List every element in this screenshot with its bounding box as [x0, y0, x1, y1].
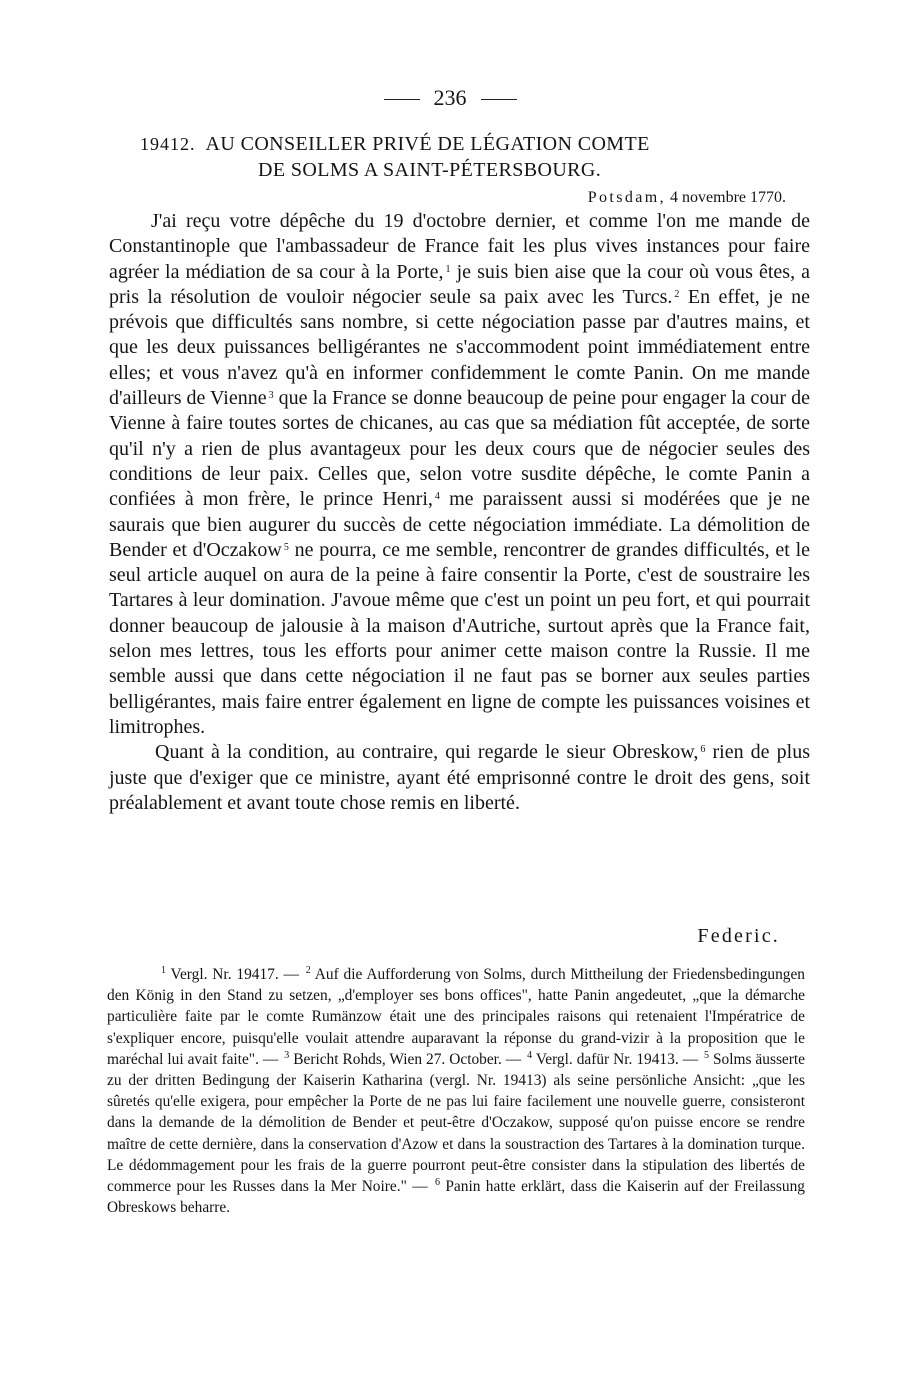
footnote-text-2: Auf die Aufforderung von Solms, durch Mittheilung der Friedensbedingungen den König in den Stand zu setzen, „d'employer ses bons offices", hatte Panin angedeutet, „que la démarche particulière faite par le comte Rumänzow était une des principales raisons qui retenaient l'Impératrice de s'expliquer encore, puisqu'elle voulait attendre auparavant la réponse du grand-vizir à la proposition que le maréchal lui avait faite". —	[107, 966, 805, 1068]
page-number	[0, 84, 900, 112]
heading-line-2: DE SOLMS A SAINT-PÉTERSBOURG.	[258, 159, 602, 181]
footnote-mark-6: 6	[435, 1177, 440, 1189]
body-text: J'ai reçu votre dépêche du 19 d'octobre dernier, et comme l'on me mande de Constantinople que l'ambassadeur de France fait les plus vives instances pour faire agréer la médiation de sa cour à la Porte,	[109, 210, 810, 283]
footnote-ref-2: 2	[674, 288, 680, 300]
page-number-text: 236	[433, 85, 467, 110]
body-text: En effet, je ne prévois que difficultés sans nombre, si cette négociation passe par d'autres mains, et que les deux puissances belligérantes ne s'accommodent point immédiatement entre elles; et vous n'avez qu'à en informer confidemment le comte Panin. On me mande d'ailleurs de Vienne	[109, 285, 811, 410]
footnote-ref-1: 1	[445, 263, 451, 275]
footnote-ref-4: 4	[434, 491, 440, 503]
footnote-ref-3: 3	[268, 390, 274, 402]
body-paragraph-1	[109, 209, 810, 740]
footnote-mark-4: 4	[527, 1049, 533, 1061]
right-dash-rule	[481, 99, 517, 100]
footnote-text-3: Bericht Rohds, Wien 27. October. —	[289, 1050, 526, 1068]
body-text: rien de plus juste que d'exiger que ce ministre, ayant été emprisonné contre le droit des gens, soit préalablement et avant toute chose remis en liberté.	[109, 741, 810, 814]
footnote-text-6: Panin hatte erklärt, dass die Kaiserin auf der Freilassung Obreskows beharre.	[107, 1178, 805, 1217]
footnote-mark-1: 1	[161, 965, 166, 976]
footnote-mark-5: 5	[704, 1049, 709, 1061]
heading-line-1: AU CONSEILLER PRIVÉ DE LÉGATION COMTE	[205, 133, 650, 155]
letter-heading	[140, 131, 800, 183]
footnote-text-1: Vergl. Nr. 19417. —	[166, 966, 304, 983]
footnotes	[107, 964, 805, 1218]
letter-body	[109, 209, 810, 816]
footnote-ref-6: 6	[700, 744, 706, 756]
footnote-ref-5: 5	[283, 541, 289, 553]
dateline-date: 4 novembre 1770.	[670, 189, 786, 206]
footnote-text-4: Vergl. dafür Nr. 19413. —	[532, 1050, 702, 1068]
body-paragraph-2	[109, 740, 810, 816]
body-text: que la France se donne beaucoup de peine pour engager la cour de Vienne à faire toutes sortes de chicanes, au cas que sa médiation fût acceptée, de sorte qu'il n'y a rien de plus avantageux pour les deux cours que de négocier seules des conditions de leur paix. Celles que, selon votre susdite dépêche, le comte Panin a confiées à mon frère, le prince Henri,	[109, 387, 810, 511]
body-text: ne pourra, ce me semble, rencontrer de grandes difficultés, et le seul article auquel on aura de la peine à faire consentir la Porte, c'est de soustraire les Tartares à leur domination. J'avoue même que c'est un point un peu fort, et qui pourrait donner beaucoup de jalousie à la maison d'Autriche, surtout après que la France fait, selon mes lettres, tous les efforts pour animer cette maison contre la Russie. Il me semble aussi que dans cette négociation il ne faut pas se borner aux seules parties belligérantes, mais faire entrer également en ligne de compte les puissances voisines et limitrophes.	[109, 538, 810, 738]
body-text: Quant à la condition, au contraire, qui regarde le sieur Obreskow,	[155, 741, 699, 764]
dateline	[588, 187, 786, 209]
body-text: me paraissent aussi si modérées que je ne saurais que bien augurer du succès de cette négociation immédiate. La démolition de Bender et d'Oczakow	[109, 488, 811, 561]
left-dash-rule	[384, 99, 420, 100]
body-text: je suis bien aise que la cour où vous êtes, a pris la résolution de vouloir négocier seule sa paix avec les Turcs.	[109, 260, 811, 308]
footnotes-text	[107, 964, 805, 1218]
footnote-mark-2: 2	[305, 965, 311, 976]
letter-number: 19412.	[140, 134, 196, 154]
dateline-place: Potsdam,	[587, 189, 667, 206]
footnote-mark-3: 3	[284, 1049, 290, 1061]
footnote-text-5: Solms äusserte zu der dritten Bedingung der Kaiserin Katharina (vergl. Nr. 19413) als seine persönliche Ansicht: „que les sûretés qu'elle exigera, pour empêcher la Porte de ne pas lui faire facilement une nouvelle guerre, consisteront dans la demande de la démolition de Bender et peut-être d'Oczakow, supposé qu'on puisse encore se rendre maître de cette dernière, dans la conservation d'Azow et dans la soustraction des Tartares à la domination turque. Le dédommagement pour les frais de la guerre pourront peut-être consister dans la stipulation des libertés de commerce pour les Russes dans la Mer Noire." —	[107, 1050, 805, 1196]
signature: Federic.	[697, 925, 780, 947]
